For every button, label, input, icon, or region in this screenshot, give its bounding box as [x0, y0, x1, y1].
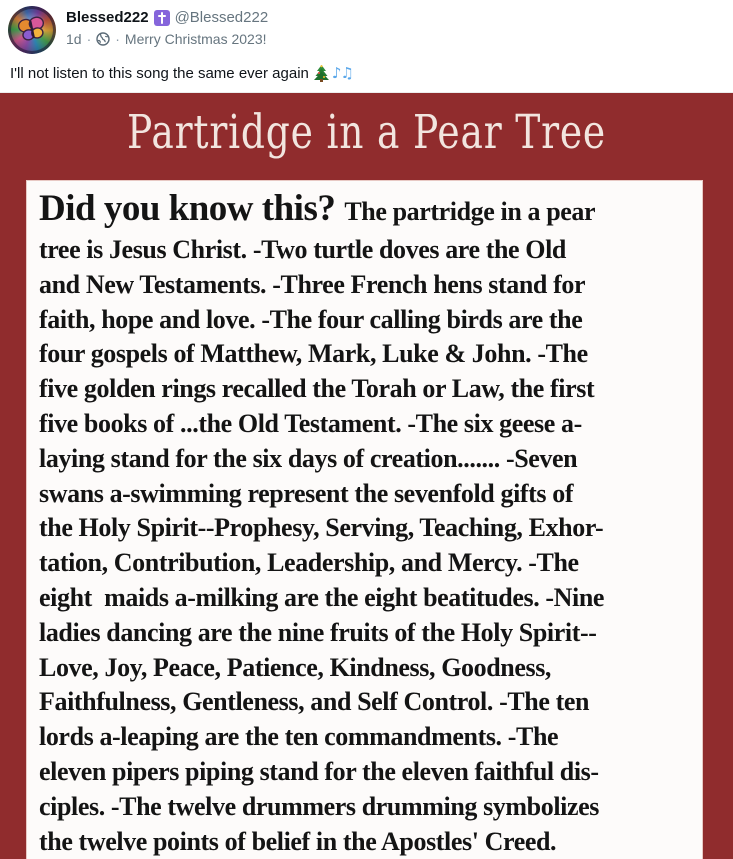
text-line: swans a-swimming represent the sevenfold gifts of: [39, 478, 574, 508]
text-line: four gospels of Matthew, Mark, Luke & John. -The: [39, 339, 588, 369]
text-line: ladies dancing are the nine fruits of the Holy Spirit--: [39, 617, 597, 647]
meta-separator: ·: [115, 31, 120, 47]
text-line: the Holy Spirit--Prophesy, Serving, Teaching, Exhor-: [39, 513, 604, 543]
globe-icon: [96, 32, 110, 46]
text-line: [39, 188, 692, 233]
image-text-lines: [39, 233, 692, 859]
text-line: eleven pipers piping stand for the eleven faithful dis-: [39, 756, 599, 786]
text-line: Love, Joy, Peace, Patience, Kindness, Goodness,: [39, 652, 552, 682]
author-name[interactable]: Blessed222: [66, 9, 149, 26]
cross-badge-icon: [154, 10, 170, 26]
header-text: [66, 6, 268, 48]
post-text: [0, 54, 733, 93]
avatar[interactable]: [8, 6, 56, 54]
meta-separator: ·: [86, 31, 92, 47]
text-line: Faithfulness, Gentleness, and Self Control. -The ten: [39, 687, 590, 717]
text-line: faith, hope and love. -The four calling birds are the: [39, 304, 583, 334]
text-line: five books of ...the Old Testament. -The six geese a-: [39, 408, 582, 438]
text-line: lords a-leaping are the ten commandments. -The: [39, 722, 559, 752]
image-heading: Did you know this?: [39, 188, 336, 229]
text-line: tation, Contribution, Leadership, and Mercy. -The: [39, 548, 579, 578]
text-line: and New Testaments. -Three French hens stand for: [39, 269, 586, 299]
post-meta: [66, 30, 268, 48]
text-line: ciples. -The twelve drummers drumming symbolizes: [39, 791, 599, 821]
text-line: five golden rings recalled the Torah or Law, the first: [39, 374, 595, 404]
music-notes-icon: ♪♫: [331, 64, 353, 82]
name-row: [66, 8, 268, 28]
timestamp[interactable]: 1d: [66, 31, 82, 47]
post-text-content: I'll not listen to this song the same ever again: [10, 65, 309, 82]
post-header: [0, 0, 733, 54]
christmas-tree-icon: [314, 65, 329, 82]
text-line: the twelve points of belief in the Apostles' Creed.: [39, 826, 557, 856]
post-image[interactable]: [0, 93, 733, 859]
text-line: laying stand for the six days of creation....... -Seven: [39, 443, 578, 473]
meta-status: Merry Christmas 2023!: [124, 31, 267, 47]
text-line-content: The partridge in a pear: [344, 197, 596, 226]
author-handle[interactable]: @Blessed222: [174, 9, 269, 26]
image-text-panel: [27, 181, 702, 859]
image-title: Partridge in a Pear Tree: [127, 105, 606, 160]
text-line: tree is Jesus Christ. -Two turtle doves are the Old: [39, 235, 566, 264]
butterfly-icon: [17, 16, 47, 42]
text-line: eight maids a-milking are the eight beatitudes. -Nine: [39, 582, 605, 612]
